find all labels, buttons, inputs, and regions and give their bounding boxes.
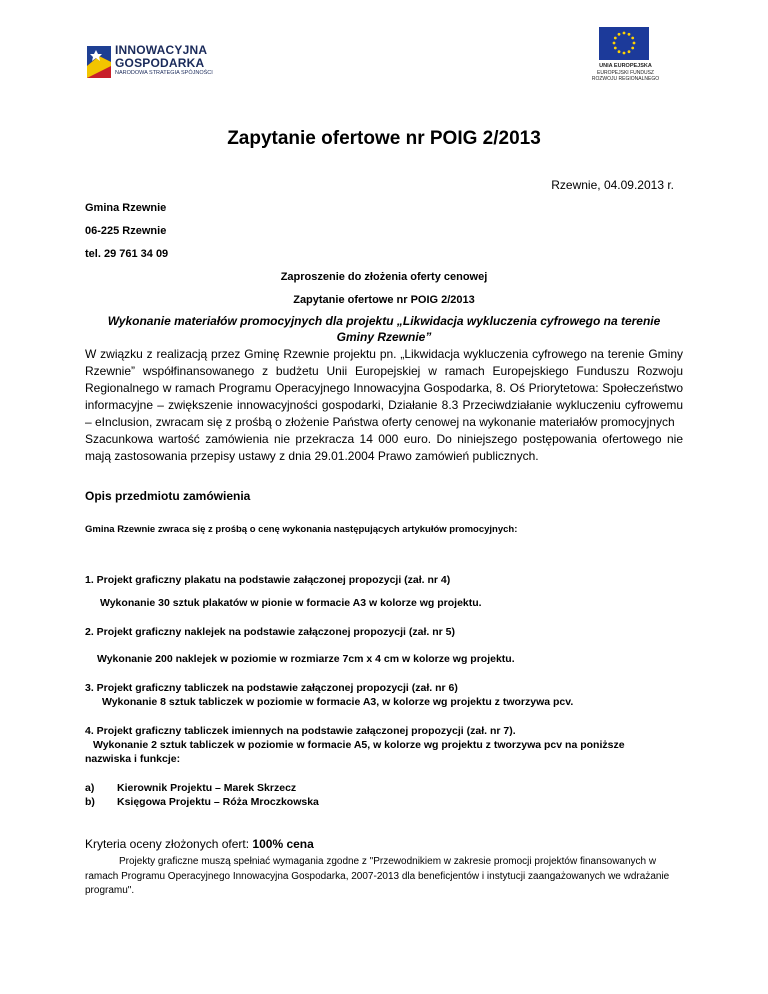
criteria	[85, 837, 314, 851]
eu-logo	[588, 27, 663, 89]
person-b-marker: b)	[85, 796, 95, 808]
item-2-heading: 2. Projekt graficzny naklejek na podstawie załączonej propozycji (zał. nr 5)	[85, 626, 455, 638]
subject-line-2: Gminy Rzewnie”	[336, 330, 432, 344]
innowacyjna-gospodarka-logo	[85, 42, 235, 82]
item-4-detail-line-1: Wykonanie 2 sztuk tabliczek w poziomie w formacie A5, w kolorze wg projektu z tworzywa pcv na poniższe	[93, 739, 625, 751]
item-2-detail: Wykonanie 200 naklejek w poziomie w rozmiarze 7cm x 4 cm w kolorze wg projektu.	[97, 653, 515, 665]
logo-emblem-icon	[85, 44, 113, 80]
item-4-heading: 4. Projekt graficzny tabliczek imiennych na podstawie załączonej propozycji (zał. nr 7).	[85, 725, 516, 737]
document-title: Zapytanie ofertowe nr POIG 2/2013	[227, 128, 541, 149]
invitation-heading: Zaproszenie do złożenia oferty cenowej	[280, 271, 488, 283]
logo-left-line1: INNOWACYJNA	[115, 43, 208, 57]
criteria-label: Kryteria oceny złożonych ofert:	[85, 837, 253, 851]
sender-phone: tel. 29 761 34 09	[85, 248, 169, 260]
subject-line-1: Wykonanie materiałów promocyjnych dla projektu „Likwidacja wykluczenia cyfrowego na terenie	[107, 314, 661, 328]
eu-logo-line2: EUROPEJSKI FUNDUSZ	[597, 70, 654, 76]
inquiry-heading: Zapytanie ofertowe nr POIG 2/2013	[293, 294, 475, 306]
sender-address: 06-225 Rzewnie	[85, 225, 167, 237]
body-text	[85, 346, 683, 465]
document-date: Rzewnie, 04.09.2013 r.	[551, 178, 674, 192]
sender-name: Gmina Rzewnie	[85, 202, 167, 214]
logo-left-line3: NARODOWA STRATEGIA SPÓJNOŚCI	[115, 70, 213, 76]
logo-left-line2: GOSPODARKA	[115, 56, 205, 70]
item-3-detail: Wykonanie 8 sztuk tabliczek w poziomie w formacie A3, w kolorze wg projektu z tworzywa pcv.	[102, 696, 574, 708]
item-3-heading: 3. Projekt graficzny tabliczek na podstawie załączonej propozycji (zał. nr 6)	[85, 682, 458, 694]
body-paragraph-2: Szacunkowa wartość zamówienia nie przekracza 14 000 euro. Do niniejszego postępowania ofertowego nie mają zastosowania przepisy ustawy z dnia 29.01.2004 Prawo zamówień publicznych.	[85, 432, 683, 463]
person-a-marker: a)	[85, 782, 95, 794]
item-4-detail-line-2: nazwiska i funkcje:	[85, 753, 181, 765]
body-paragraph-1: W związku z realizacją przez Gminę Rzewnie projektu pn. „Likwidacja wykluczenia cyfrowego na terenie Gminy Rzewnie” współfinansowanego z budżetu Unii Europejskiej w ramach Europejskiego Funduszu Rozwoju Regionalnego w ramach Programu Operacyjnego Innowacyjna Gospodarka, 8. Oś Priorytetowa: Społeczeństwo informacyjne – zwiększenie innowacyjności gospodarki, Działanie 8.3 Przeciwdziałanie wykluczeniu cyfrowemu – eInclusion, zwracam się z prośbą o złożenie Państwa oferty cenowej na wykonanie materiałów promocyjnych	[85, 347, 683, 429]
section-title: Opis przedmiotu zamówienia	[85, 489, 251, 503]
eu-logo-line3: ROZWOJU REGIONALNEGO	[591, 76, 660, 82]
footer-note: Projekty graficzne muszą spełniać wymagania zgodne z "Przewodnikiem w zakresie promocji projektów finansowanych w ramach Programu Operacyjnego Innowacyjna Gospodarka, 2007-2013 dla beneficjentów i instytucji zaangażowanych we wdrażanie programu".	[85, 856, 670, 896]
eu-flag-icon	[599, 27, 649, 60]
eu-logo-line1: UNIA EUROPEJSKA	[599, 63, 652, 69]
person-b-text: Księgowa Projektu – Róża Mroczkowska	[117, 796, 319, 808]
criteria-value: 100% cena	[252, 837, 314, 851]
item-1-detail: Wykonanie 30 sztuk plakatów w pionie w formacie A3 w kolorze wg projektu.	[100, 597, 482, 609]
person-a-text: Kierownik Projektu – Marek Skrzecz	[117, 782, 297, 794]
section-intro: Gmina Rzewnie zwraca się z prośbą o cenę wykonania następujących artykułów promocyjnych:	[85, 524, 518, 535]
item-1-heading: 1. Projekt graficzny plakatu na podstawie załączonej propozycji (zał. nr 4)	[85, 574, 451, 586]
